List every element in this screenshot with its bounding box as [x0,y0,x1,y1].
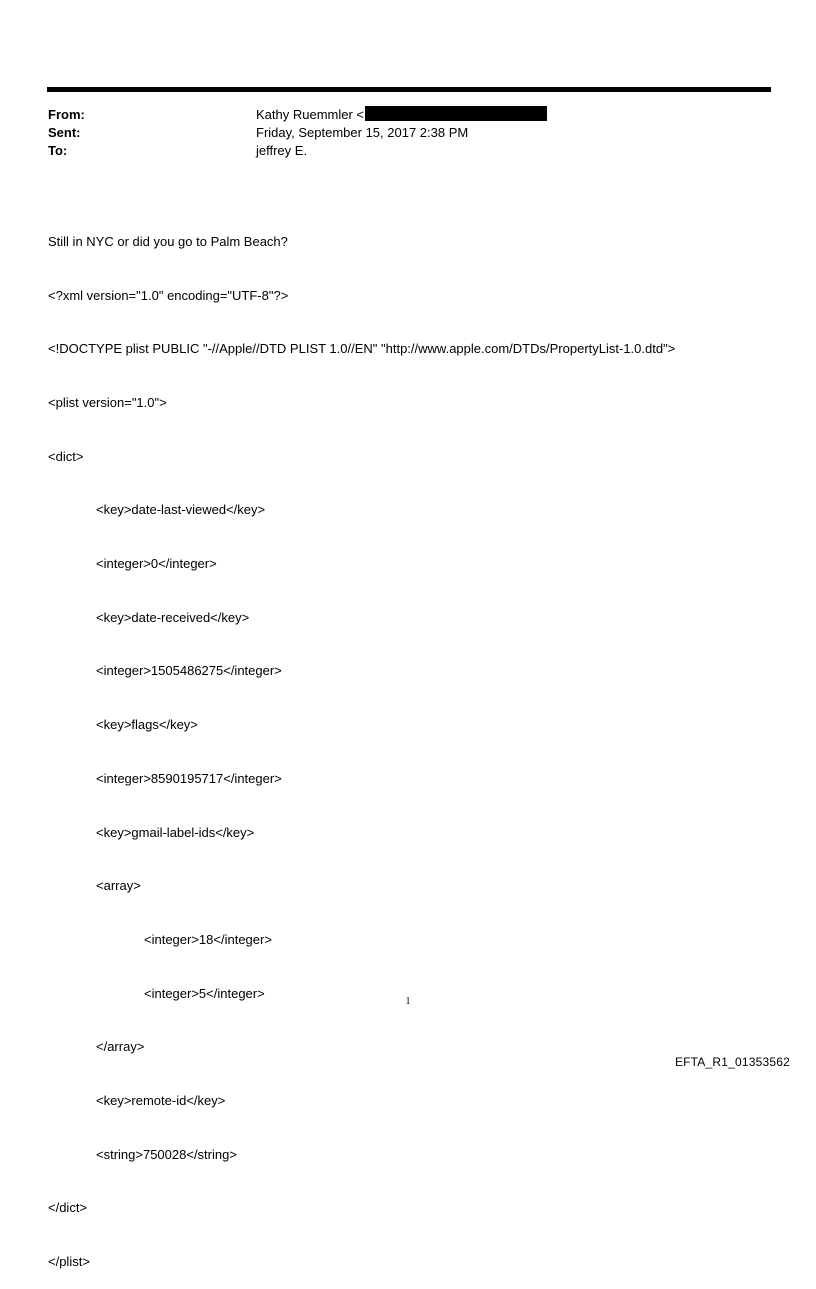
from-label: From: [48,107,85,122]
integer-line: <integer>1505486275</integer> [96,663,282,679]
from-row [48,106,768,124]
key-line: <key>remote-id</key> [96,1093,226,1109]
bates-number: EFTA_R1_01353562 [674,1055,790,1069]
key-line: <key>flags</key> [96,717,198,733]
dict-open: <dict> [48,448,84,464]
key-line: <key>date-received</key> [96,609,250,625]
to-label: To: [48,143,68,158]
integer-line: <integer>5</integer> [144,985,265,1001]
email-body [48,197,778,1289]
doctype-line: <!DOCTYPE plist PUBLIC "-//Apple//DTD PLIST 1.0//EN" "http://www.apple.com/DTDs/PropertyList-1.0.dtd"> [48,341,676,357]
integer-line: <integer>0</integer> [96,556,217,572]
string-line: <string>750028</string> [96,1146,237,1162]
from-value [256,106,547,124]
array-close: </array> [96,1039,145,1055]
sent-row [48,124,768,142]
email-header [48,106,768,160]
sender-name: Kathy Ruemmler < [256,107,365,122]
integer-line: <integer>8590195717</integer> [96,770,282,786]
to-row [48,142,768,160]
key-line: <key>gmail-label-ids</key> [96,824,255,840]
dict-close: </dict> [48,1200,88,1216]
header-divider [47,87,771,92]
plist-close: </plist> [48,1254,90,1270]
page-number: 1 [405,996,411,1007]
key-line: <key>date-last-viewed</key> [96,502,266,518]
sent-value: Friday, September 15, 2017 2:38 PM [256,125,469,140]
sent-label: Sent: [48,125,81,140]
message-text: Still in NYC or did you go to Palm Beach? [48,233,288,249]
array-open: <array> [96,878,141,894]
plist-open: <plist version="1.0"> [48,394,167,410]
to-value: jeffrey E. [256,143,308,158]
xml-declaration: <?xml version="1.0" encoding="UTF-8"?> [48,287,289,303]
redaction-block [365,106,547,121]
integer-line: <integer>18</integer> [144,931,272,947]
